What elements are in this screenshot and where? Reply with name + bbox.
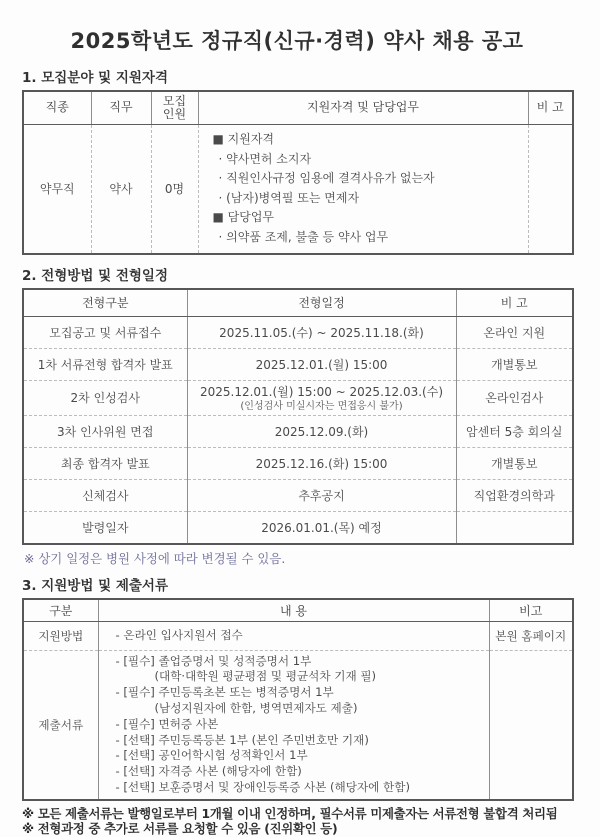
col-schedule: 전형일정 [187,289,456,317]
qualification-item: · 약사면허 소지자 [218,151,312,166]
content-line: - 온라인 입사지원서 접수 [115,627,243,642]
schedule-cell: 2025.12.09.(화) [187,415,456,447]
section-application-documents [22,578,572,801]
schedule-row [23,316,573,348]
qualification-cell [198,125,528,254]
col-category: 구분 [23,599,98,622]
documents-table [22,598,574,801]
schedule-subnote: (인성검사 미실시자는 면접응시 불가) [240,400,403,412]
category-cell: 제출서류 [23,650,98,800]
section-recruitment-field [22,70,572,255]
remark-cell: 온라인검사 [456,380,573,415]
schedule-header-row [23,289,573,317]
stage-cell: 최종 합격자 발표 [23,447,187,479]
recruitment-table [22,90,574,255]
col-count-line2: 인원 [162,107,187,121]
content-cell [98,621,489,650]
section1-heading: 1. 모집분야 및 지원자격 [22,70,168,86]
schedule-row [23,511,573,544]
application-method-row [23,621,573,650]
schedule-row [23,348,573,380]
remark-cell: 암센터 5층 회의실 [456,415,573,447]
document-subline: (대학·대학원 평균평점 및 평균석차 기재 필) [154,669,377,684]
remark-cell-empty [456,511,573,544]
stage-cell: 모집공고 및 서류접수 [49,325,162,340]
duty-cell: 약사 [91,125,151,254]
document-line: - [선택] 보훈증명서 및 장애인등록증 사본 (해당자에 한함) [115,779,410,794]
stage-cell: 신체검사 [23,479,187,511]
documents-header-row [23,599,573,622]
stage-cell: 3차 인사위원 면접 [23,415,187,447]
stage-cell: 1차 서류전형 합격자 발표 [23,348,187,380]
document-line: - [선택] 자격증 사본 (해당자에 한함) [115,764,302,779]
remark-cell-empty [528,125,573,254]
schedule-cell: 2025.11.05.(수) ~ 2025.11.18.(화) [187,316,456,348]
remark-cell: 개별통보 [456,447,573,479]
col-count [151,91,198,125]
col-stage: 전형구분 [23,289,187,317]
page-title: 2025학년도 정규직(신규·경력) 약사 채용 공고 [70,29,524,53]
schedule-row [23,415,573,447]
qualification-section-title: ■ 지원자격 [212,132,275,146]
col-qualification: 지원자격 및 담당업무 [198,91,528,125]
remark-cell: 직업환경의학과 [456,479,573,511]
content-cell [98,650,489,800]
document-subline: (남성지원자에 한함, 병역면제자도 제출) [154,700,358,715]
qualification-item: · (남자)병역필 또는 면제자 [218,190,360,205]
section2-heading: 2. 전형방법 및 전형일정 [22,267,168,284]
schedule-cell: 2025.12.01.(월) 15:00 [187,348,456,380]
recruitment-header-row [23,91,573,125]
duty-item: · 의약품 조제, 불출 등 약사 업무 [218,229,389,244]
schedule-table [22,288,574,545]
schedule-main: 2025.12.01.(월) 15:00 ~ 2025.12.03.(수) [199,384,444,399]
schedule-cell: 2026.01.01.(목) 예정 [187,511,456,544]
remark-cell: 온라인 지원 [456,316,573,348]
schedule-cell [187,380,456,415]
schedule-cell: 추후공지 [187,479,456,511]
recruitment-row [23,125,573,254]
col-job-type: 직종 [23,91,91,125]
schedule-row [23,380,573,415]
job-type-cell: 약무직 [39,182,75,197]
remark-cell: 개별통보 [456,348,573,380]
remark-cell-empty [489,650,573,800]
document-line: - [필수] 졸업증명서 및 성적증명서 1부 [115,653,312,668]
footer-notes [22,806,572,837]
schedule-change-note: ※ 상기 일정은 병원 사정에 따라 변경될 수 있음. [24,550,286,566]
document-line: - [선택] 공인어학시험 성적확인서 1부 [115,748,308,763]
col-count-line1: 모집 [162,93,187,108]
footer-note-documents-validity: ※ 모든 제출서류는 발행일로부터 1개월 이내 인정하며, 필수서류 미제출자는 서류전형 불합격 처리됨 [22,805,558,821]
footer-note-additional-documents: ※ 전형과정 중 추가로 서류를 요청할 수 있음 (진위확인 등) [22,821,338,837]
stage-cell: 발령일자 [23,511,187,544]
col-duty: 직무 [91,91,151,125]
duty-section-title: ■ 담당업무 [212,210,275,225]
schedule-row [23,479,573,511]
col-remark: 비 고 [528,91,573,125]
document-line: - [필수] 면허증 사본 [115,716,219,731]
col-content: 내 용 [98,599,489,622]
schedule-cell: 2025.12.16.(화) 15:00 [187,447,456,479]
section-selection-schedule [22,268,572,566]
schedule-row [23,447,573,479]
qualification-item: · 직원인사규정 임용에 결격사유가 없는자 [218,171,435,186]
col-remark: 비고 [489,599,573,622]
stage-cell: 2차 인성검사 [23,380,187,415]
remark-cell: 본원 홈페이지 [489,621,573,650]
col-remark: 비 고 [456,289,573,317]
submission-documents-row [23,650,573,800]
category-cell: 지원방법 [38,628,84,643]
document-line: - [선택] 주민등록등본 1부 (본인 주민번호만 기재) [115,732,369,747]
document-line: - [필수] 주민등록초본 또는 병적증명서 1부 [115,685,334,700]
count-cell: 0명 [151,125,198,254]
section3-heading: 3. 지원방법 및 제출서류 [22,577,168,594]
